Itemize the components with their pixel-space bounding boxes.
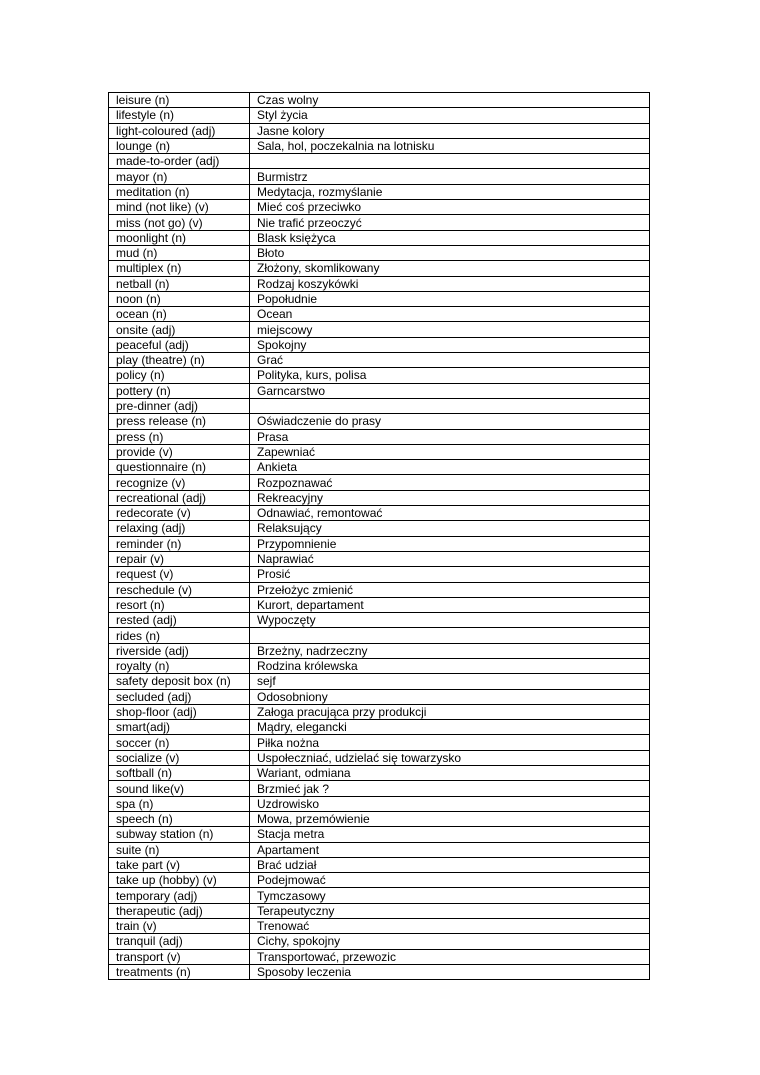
polish-translation-cell: Złożony, skomlikowany — [250, 261, 650, 276]
english-term-cell: sound like(v) — [109, 781, 250, 796]
table-row — [109, 919, 650, 934]
table-row — [109, 964, 650, 979]
english-term-cell: suite (n) — [109, 842, 250, 857]
table-row — [109, 353, 650, 368]
table-row — [109, 261, 650, 276]
polish-translation-cell: Trenować — [250, 919, 650, 934]
polish-translation-cell: Odnawiać, remontować — [250, 506, 650, 521]
polish-translation-cell: Apartament — [250, 842, 650, 857]
polish-translation-cell: Błoto — [250, 245, 650, 260]
polish-translation-cell: Rozpoznawać — [250, 475, 650, 490]
english-term-cell: press (n) — [109, 429, 250, 444]
english-term-cell: peaceful (adj) — [109, 337, 250, 352]
polish-translation-cell: sejf — [250, 674, 650, 689]
table-row — [109, 888, 650, 903]
english-term-cell: recreational (adj) — [109, 490, 250, 505]
english-term-cell: mayor (n) — [109, 169, 250, 184]
english-term-cell: softball (n) — [109, 766, 250, 781]
table-row — [109, 766, 650, 781]
polish-translation-cell: Przypomnienie — [250, 536, 650, 551]
polish-translation-cell: Popołudnie — [250, 291, 650, 306]
polish-translation-cell: Odosobniony — [250, 689, 650, 704]
vocabulary-table-body — [109, 93, 650, 980]
table-row — [109, 658, 650, 673]
english-term-cell: pre-dinner (adj) — [109, 398, 250, 413]
polish-translation-cell: Uspołeczniać, udzielać się towarzysko — [250, 750, 650, 765]
table-row — [109, 628, 650, 643]
english-term-cell: repair (v) — [109, 551, 250, 566]
table-row — [109, 322, 650, 337]
table-row — [109, 184, 650, 199]
english-term-cell: soccer (n) — [109, 735, 250, 750]
english-term-cell: mud (n) — [109, 245, 250, 260]
vocabulary-table — [108, 92, 650, 980]
table-row — [109, 689, 650, 704]
polish-translation-cell: Kurort, departament — [250, 597, 650, 612]
english-term-cell: transport (v) — [109, 949, 250, 964]
table-row — [109, 536, 650, 551]
english-term-cell: play (theatre) (n) — [109, 353, 250, 368]
english-term-cell: pottery (n) — [109, 383, 250, 398]
polish-translation-cell: Przełożyc zmienić — [250, 582, 650, 597]
table-row — [109, 811, 650, 826]
polish-translation-cell: Mieć coś przeciwko — [250, 200, 650, 215]
polish-translation-cell: Cichy, spokojny — [250, 934, 650, 949]
polish-translation-cell: Prosić — [250, 567, 650, 582]
table-row — [109, 934, 650, 949]
table-row — [109, 490, 650, 505]
english-term-cell: take part (v) — [109, 857, 250, 872]
english-term-cell: shop-floor (adj) — [109, 704, 250, 719]
table-row — [109, 215, 650, 230]
english-term-cell: treatments (n) — [109, 964, 250, 979]
table-row — [109, 873, 650, 888]
english-term-cell: resort (n) — [109, 597, 250, 612]
polish-translation-cell — [250, 628, 650, 643]
polish-translation-cell: Brać udział — [250, 857, 650, 872]
english-term-cell: leisure (n) — [109, 93, 250, 108]
table-row — [109, 643, 650, 658]
english-term-cell: press release (n) — [109, 414, 250, 429]
table-row — [109, 521, 650, 536]
table-row — [109, 169, 650, 184]
polish-translation-cell: Tymczasowy — [250, 888, 650, 903]
english-term-cell: request (v) — [109, 567, 250, 582]
table-row — [109, 276, 650, 291]
table-row — [109, 429, 650, 444]
polish-translation-cell: Wariant, odmiana — [250, 766, 650, 781]
polish-translation-cell: Ocean — [250, 307, 650, 322]
table-row — [109, 842, 650, 857]
english-term-cell: lounge (n) — [109, 138, 250, 153]
table-row — [109, 93, 650, 108]
polish-translation-cell: Sposoby leczenia — [250, 964, 650, 979]
english-term-cell: recognize (v) — [109, 475, 250, 490]
table-row — [109, 857, 650, 872]
polish-translation-cell: Wypoczęty — [250, 613, 650, 628]
polish-translation-cell: Jasne kolory — [250, 123, 650, 138]
table-row — [109, 567, 650, 582]
english-term-cell: light-coloured (adj) — [109, 123, 250, 138]
polish-translation-cell: Spokojny — [250, 337, 650, 352]
polish-translation-cell: Stacja metra — [250, 827, 650, 842]
table-row — [109, 200, 650, 215]
table-row — [109, 582, 650, 597]
polish-translation-cell: Rodzina królewska — [250, 658, 650, 673]
polish-translation-cell: Brzmieć jak ? — [250, 781, 650, 796]
polish-translation-cell: Piłka nożna — [250, 735, 650, 750]
polish-translation-cell: Prasa — [250, 429, 650, 444]
english-term-cell: made-to-order (adj) — [109, 154, 250, 169]
polish-translation-cell: Mowa, przemówienie — [250, 811, 650, 826]
table-row — [109, 506, 650, 521]
english-term-cell: questionnaire (n) — [109, 460, 250, 475]
table-row — [109, 460, 650, 475]
english-term-cell: reminder (n) — [109, 536, 250, 551]
english-term-cell: redecorate (v) — [109, 506, 250, 521]
table-row — [109, 597, 650, 612]
english-term-cell: royalty (n) — [109, 658, 250, 673]
english-term-cell: therapeutic (adj) — [109, 903, 250, 918]
polish-translation-cell — [250, 398, 650, 413]
english-term-cell: ocean (n) — [109, 307, 250, 322]
table-row — [109, 444, 650, 459]
table-row — [109, 154, 650, 169]
english-term-cell: rides (n) — [109, 628, 250, 643]
polish-translation-cell: Uzdrowisko — [250, 796, 650, 811]
table-row — [109, 613, 650, 628]
english-term-cell: policy (n) — [109, 368, 250, 383]
table-row — [109, 735, 650, 750]
table-row — [109, 123, 650, 138]
english-term-cell: multiplex (n) — [109, 261, 250, 276]
english-term-cell: noon (n) — [109, 291, 250, 306]
polish-translation-cell: Mądry, elegancki — [250, 720, 650, 735]
table-row — [109, 750, 650, 765]
table-row — [109, 827, 650, 842]
table-row — [109, 368, 650, 383]
english-term-cell: relaxing (adj) — [109, 521, 250, 536]
polish-translation-cell: Terapeutyczny — [250, 903, 650, 918]
english-term-cell: onsite (adj) — [109, 322, 250, 337]
table-row — [109, 720, 650, 735]
table-row — [109, 704, 650, 719]
polish-translation-cell: Burmistrz — [250, 169, 650, 184]
table-row — [109, 398, 650, 413]
polish-translation-cell: Transportować, przewozic — [250, 949, 650, 964]
table-row — [109, 138, 650, 153]
english-term-cell: socialize (v) — [109, 750, 250, 765]
english-term-cell: train (v) — [109, 919, 250, 934]
polish-translation-cell: Oświadczenie do prasy — [250, 414, 650, 429]
table-row — [109, 796, 650, 811]
polish-translation-cell: Nie trafić przeoczyć — [250, 215, 650, 230]
table-row — [109, 781, 650, 796]
english-term-cell: lifestyle (n) — [109, 108, 250, 123]
polish-translation-cell: Polityka, kurs, polisa — [250, 368, 650, 383]
polish-translation-cell: Relaksujący — [250, 521, 650, 536]
polish-translation-cell: miejscowy — [250, 322, 650, 337]
table-row — [109, 291, 650, 306]
polish-translation-cell: Rekreacyjny — [250, 490, 650, 505]
english-term-cell: speech (n) — [109, 811, 250, 826]
polish-translation-cell: Medytacja, rozmyślanie — [250, 184, 650, 199]
table-row — [109, 307, 650, 322]
table-row — [109, 674, 650, 689]
polish-translation-cell: Rodzaj koszykówki — [250, 276, 650, 291]
english-term-cell: riverside (adj) — [109, 643, 250, 658]
english-term-cell: secluded (adj) — [109, 689, 250, 704]
table-row — [109, 475, 650, 490]
english-term-cell: subway station (n) — [109, 827, 250, 842]
table-row — [109, 230, 650, 245]
polish-translation-cell: Naprawiać — [250, 551, 650, 566]
polish-translation-cell: Garncarstwo — [250, 383, 650, 398]
english-term-cell: reschedule (v) — [109, 582, 250, 597]
table-row — [109, 903, 650, 918]
polish-translation-cell: Załoga pracująca przy produkcji — [250, 704, 650, 719]
english-term-cell: provide (v) — [109, 444, 250, 459]
english-term-cell: miss (not go) (v) — [109, 215, 250, 230]
polish-translation-cell — [250, 154, 650, 169]
table-row — [109, 383, 650, 398]
table-row — [109, 551, 650, 566]
polish-translation-cell: Blask księżyca — [250, 230, 650, 245]
polish-translation-cell: Podejmować — [250, 873, 650, 888]
polish-translation-cell: Czas wolny — [250, 93, 650, 108]
english-term-cell: take up (hobby) (v) — [109, 873, 250, 888]
english-term-cell: spa (n) — [109, 796, 250, 811]
table-row — [109, 108, 650, 123]
english-term-cell: moonlight (n) — [109, 230, 250, 245]
english-term-cell: mind (not like) (v) — [109, 200, 250, 215]
polish-translation-cell: Ankieta — [250, 460, 650, 475]
table-row — [109, 245, 650, 260]
polish-translation-cell: Brzeżny, nadrzeczny — [250, 643, 650, 658]
english-term-cell: meditation (n) — [109, 184, 250, 199]
polish-translation-cell: Styl życia — [250, 108, 650, 123]
english-term-cell: rested (adj) — [109, 613, 250, 628]
table-row — [109, 414, 650, 429]
english-term-cell: smart(adj) — [109, 720, 250, 735]
english-term-cell: temporary (adj) — [109, 888, 250, 903]
polish-translation-cell: Sala, hol, poczekalnia na lotnisku — [250, 138, 650, 153]
english-term-cell: tranquil (adj) — [109, 934, 250, 949]
table-row — [109, 337, 650, 352]
english-term-cell: safety deposit box (n) — [109, 674, 250, 689]
polish-translation-cell: Grać — [250, 353, 650, 368]
table-row — [109, 949, 650, 964]
english-term-cell: netball (n) — [109, 276, 250, 291]
polish-translation-cell: Zapewniać — [250, 444, 650, 459]
